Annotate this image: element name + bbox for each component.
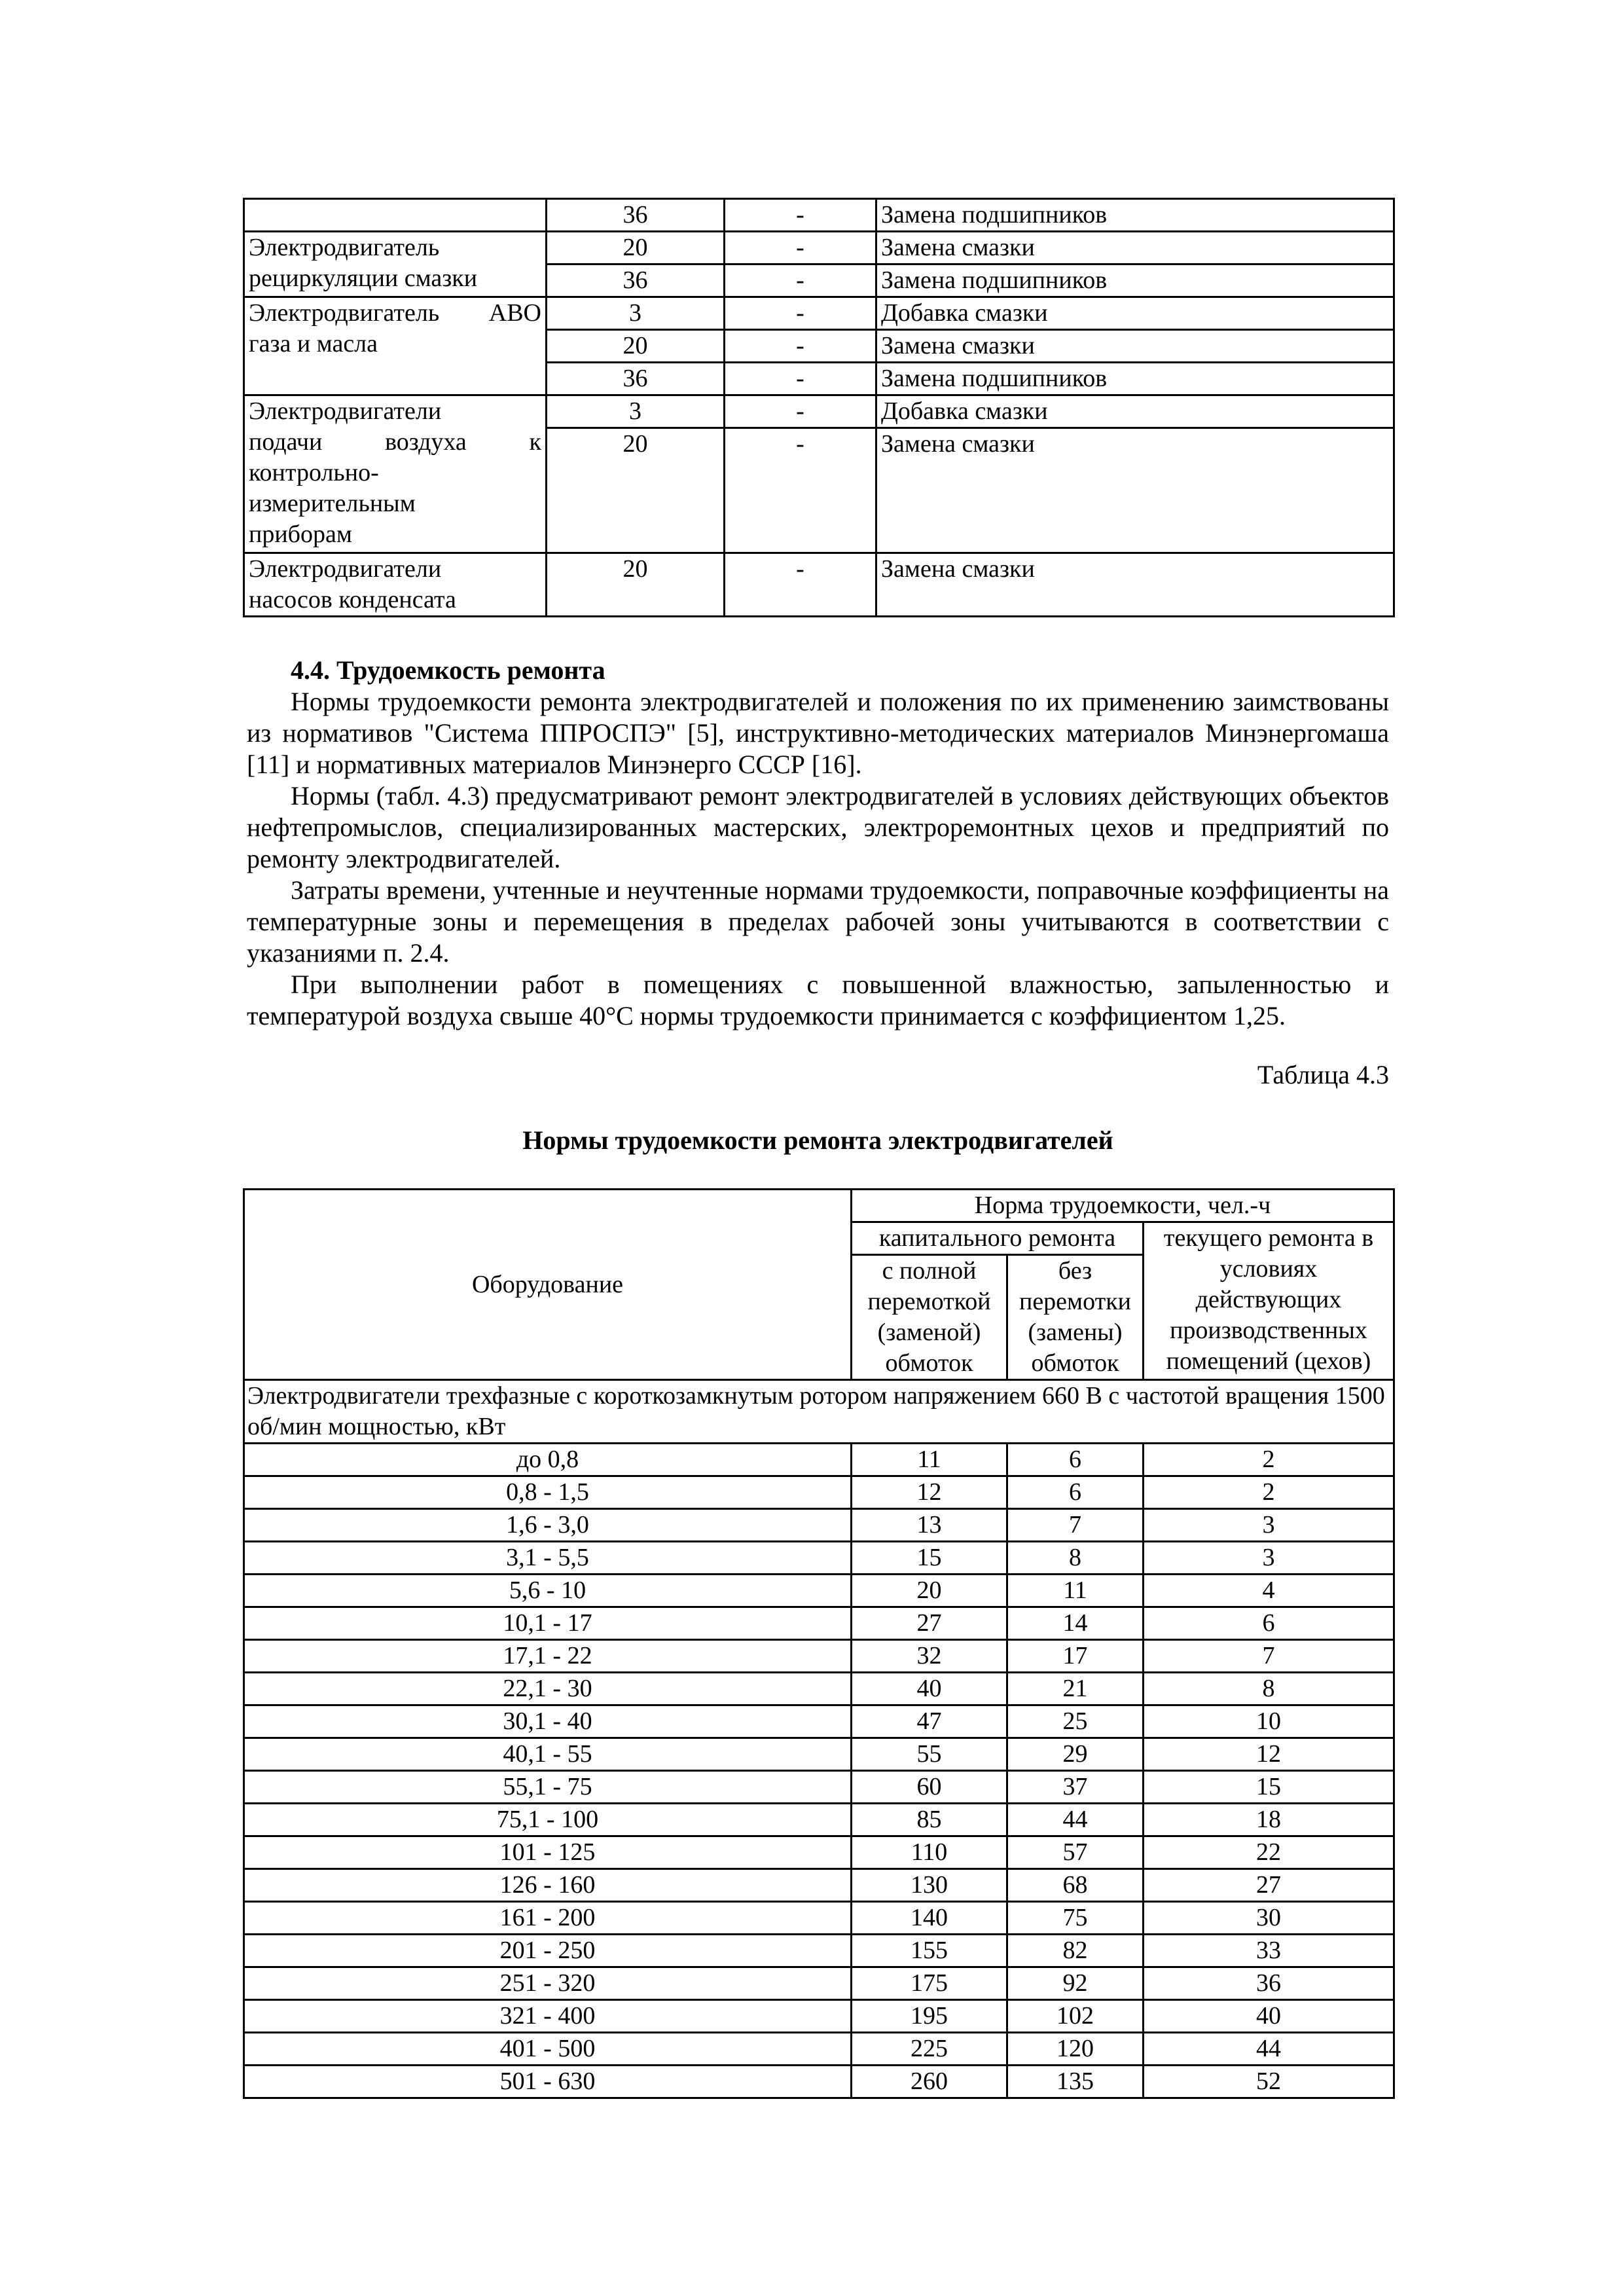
no-rewind-cell: 44 xyxy=(1007,1804,1144,1836)
equipment-line: приборам xyxy=(249,520,352,548)
power-cell: 30,1 - 40 xyxy=(244,1705,852,1738)
no-rewind-cell: 92 xyxy=(1007,1967,1144,2000)
table-row xyxy=(244,1640,1394,1673)
current-repair-cell: 15 xyxy=(1144,1771,1394,1804)
power-cell: 161 - 200 xyxy=(244,1902,852,1935)
full-rewind-cell: 15 xyxy=(852,1542,1007,1575)
current-repair-cell: 44 xyxy=(1144,2033,1394,2066)
full-rewind-cell: 13 xyxy=(852,1509,1007,1542)
header-line: (замены) xyxy=(1028,1319,1123,1346)
table-row xyxy=(244,2066,1394,2098)
period-cell: 3 xyxy=(547,297,725,330)
power-cell: 251 - 320 xyxy=(244,1967,852,2000)
current-repair-cell: 4 xyxy=(1144,1575,1394,1607)
current-repair-cell: 30 xyxy=(1144,1902,1394,1935)
header-full-rewind xyxy=(852,1255,1007,1380)
equipment-line: Электродвигатели xyxy=(249,397,442,425)
dash-cell: - xyxy=(725,232,876,264)
table-label: Таблица 4.3 xyxy=(1257,1060,1389,1089)
table-row xyxy=(244,1935,1394,1967)
no-rewind-cell: 102 xyxy=(1007,2000,1144,2033)
table-row xyxy=(244,1738,1394,1771)
no-rewind-cell: 17 xyxy=(1007,1640,1144,1673)
table-row xyxy=(244,1575,1394,1607)
paragraph: Нормы (табл. 4.3) предусматривают ремонт электродвигателей в условиях действующих объектов нефтепромыслов, специализированных мастерских, электроремонтных цехов и предприятий по ремонту электродвигателей. xyxy=(247,781,1389,873)
no-rewind-cell: 7 xyxy=(1007,1509,1144,1542)
full-rewind-cell: 110 xyxy=(852,1836,1007,1869)
full-rewind-cell: 225 xyxy=(852,2033,1007,2066)
equipment-line: Электродвигатель xyxy=(249,234,440,261)
power-cell: 10,1 - 17 xyxy=(244,1607,852,1640)
dash-cell: - xyxy=(725,363,876,395)
equipment-cell xyxy=(244,297,547,395)
current-repair-cell: 18 xyxy=(1144,1804,1394,1836)
group-title: Электродвигатели трехфазные с короткозамкнутым ротором напряжением 660 В с частотой вращения 1500 об/мин мощностью, кВт xyxy=(244,1380,1394,1444)
current-repair-cell: 2 xyxy=(1144,1444,1394,1476)
header-no-rewind xyxy=(1007,1255,1144,1380)
current-repair-cell: 40 xyxy=(1144,2000,1394,2033)
equipment-cell xyxy=(244,199,547,232)
data-rows xyxy=(244,1444,1394,2098)
no-rewind-cell: 75 xyxy=(1007,1902,1144,1935)
equipment-line: контрольно- xyxy=(249,459,379,486)
full-rewind-cell: 140 xyxy=(852,1902,1007,1935)
dash-cell: - xyxy=(725,395,876,428)
power-cell: 321 - 400 xyxy=(244,2000,852,2033)
equipment-cell xyxy=(244,232,547,297)
no-rewind-cell: 120 xyxy=(1007,2033,1144,2066)
dash-cell: - xyxy=(725,428,876,553)
dash-cell: - xyxy=(725,330,876,363)
header-line: (заменой) xyxy=(877,1319,981,1346)
header-line: обмоток xyxy=(885,1349,973,1377)
equipment-line: измерительным xyxy=(249,490,416,517)
header-line: производственных xyxy=(1170,1317,1367,1344)
current-repair-cell: 6 xyxy=(1144,1607,1394,1640)
table-row xyxy=(244,1771,1394,1804)
dash-cell: - xyxy=(725,264,876,297)
labor-norms-table xyxy=(243,1188,1395,2099)
work-cell: Добавка смазки xyxy=(876,395,1394,428)
header-line: перемотки xyxy=(1019,1288,1132,1315)
header-equipment: Оборудование xyxy=(244,1190,852,1380)
header-line: помещений (цехов) xyxy=(1166,1347,1371,1375)
no-rewind-cell: 6 xyxy=(1007,1476,1144,1509)
work-cell: Замена смазки xyxy=(876,428,1394,553)
table-row xyxy=(244,1476,1394,1509)
power-cell: 5,6 - 10 xyxy=(244,1575,852,1607)
work-cell: Замена подшипников xyxy=(876,264,1394,297)
no-rewind-cell: 68 xyxy=(1007,1869,1144,1902)
work-cell: Замена смазки xyxy=(876,232,1394,264)
header-line: условиях xyxy=(1219,1255,1318,1283)
table-title: Нормы трудоемкости ремонта электродвигателей xyxy=(522,1125,1113,1155)
current-repair-cell: 22 xyxy=(1144,1836,1394,1869)
header-line: текущего ремонта в xyxy=(1163,1224,1374,1252)
current-repair-cell: 10 xyxy=(1144,1705,1394,1738)
power-cell: 55,1 - 75 xyxy=(244,1771,852,1804)
table-row xyxy=(244,1967,1394,2000)
no-rewind-cell: 57 xyxy=(1007,1836,1144,1869)
period-cell: 36 xyxy=(547,363,725,395)
current-repair-cell: 7 xyxy=(1144,1640,1394,1673)
table-row xyxy=(244,1869,1394,1902)
period-cell: 3 xyxy=(547,395,725,428)
current-repair-cell: 33 xyxy=(1144,1935,1394,1967)
no-rewind-cell: 37 xyxy=(1007,1771,1144,1804)
power-cell: 75,1 - 100 xyxy=(244,1804,852,1836)
header-norm: Норма трудоемкости, чел.-ч xyxy=(852,1190,1394,1222)
full-rewind-cell: 155 xyxy=(852,1935,1007,1967)
table-row xyxy=(244,232,1394,264)
power-cell: 0,8 - 1,5 xyxy=(244,1476,852,1509)
full-rewind-cell: 195 xyxy=(852,2000,1007,2033)
no-rewind-cell: 6 xyxy=(1007,1444,1144,1476)
no-rewind-cell: 135 xyxy=(1007,2066,1144,2098)
power-cell: 22,1 - 30 xyxy=(244,1673,852,1705)
period-cell: 20 xyxy=(547,330,725,363)
current-repair-cell: 12 xyxy=(1144,1738,1394,1771)
header-line: действующих xyxy=(1195,1286,1342,1313)
current-repair-cell: 3 xyxy=(1144,1542,1394,1575)
equipment-line: Электродвигатели xyxy=(249,555,442,583)
full-rewind-cell: 130 xyxy=(852,1869,1007,1902)
power-cell: 3,1 - 5,5 xyxy=(244,1542,852,1575)
equipment-line: рециркуляции смазки xyxy=(249,264,478,292)
power-cell: 126 - 160 xyxy=(244,1869,852,1902)
header-line: обмоток xyxy=(1031,1349,1119,1377)
header-line: без xyxy=(1058,1257,1092,1285)
power-cell: 17,1 - 22 xyxy=(244,1640,852,1673)
equipment-cell xyxy=(244,553,547,617)
no-rewind-cell: 11 xyxy=(1007,1575,1144,1607)
table-row xyxy=(244,395,1394,428)
period-cell: 20 xyxy=(547,232,725,264)
equipment-line: Электродвигатель АВО xyxy=(249,299,541,327)
period-cell: 20 xyxy=(547,428,725,553)
dash-cell: - xyxy=(725,553,876,617)
paragraph: При выполнении работ в помещениях с повышенной влажностью, запыленностью и температурой воздуха свыше 40°С нормы трудоемкости принимается с коэффициентом 1,25. xyxy=(247,970,1389,1030)
current-repair-cell: 36 xyxy=(1144,1967,1394,2000)
header-line: перемоткой xyxy=(867,1288,991,1315)
power-cell: 101 - 125 xyxy=(244,1836,852,1869)
period-cell: 36 xyxy=(547,199,725,232)
full-rewind-cell: 55 xyxy=(852,1738,1007,1771)
full-rewind-cell: 11 xyxy=(852,1444,1007,1476)
full-rewind-cell: 60 xyxy=(852,1771,1007,1804)
header-row xyxy=(244,1190,1394,1222)
period-cell: 36 xyxy=(547,264,725,297)
current-repair-cell: 27 xyxy=(1144,1869,1394,1902)
section-heading: 4.4. Трудоемкость ремонта xyxy=(291,655,605,685)
full-rewind-cell: 27 xyxy=(852,1607,1007,1640)
section-repair-labor xyxy=(247,655,1389,1032)
current-repair-cell: 3 xyxy=(1144,1509,1394,1542)
power-cell: 201 - 250 xyxy=(244,1935,852,1967)
table-row xyxy=(244,1804,1394,1836)
power-cell: до 0,8 xyxy=(244,1444,852,1476)
equipment-line: газа и масла xyxy=(249,330,378,357)
power-cell: 501 - 630 xyxy=(244,2066,852,2098)
header-current xyxy=(1144,1222,1394,1380)
table-row xyxy=(244,1509,1394,1542)
no-rewind-cell: 82 xyxy=(1007,1935,1144,1967)
table-row xyxy=(244,297,1394,330)
full-rewind-cell: 175 xyxy=(852,1967,1007,2000)
work-cell: Замена подшипников xyxy=(876,363,1394,395)
table-row xyxy=(244,1705,1394,1738)
equipment-cell xyxy=(244,395,547,553)
header-capital: капитального ремонта xyxy=(852,1222,1144,1255)
no-rewind-cell: 25 xyxy=(1007,1705,1144,1738)
paragraph: Затраты времени, учтенные и неучтенные нормами трудоемкости, поправочные коэффициенты на температурные зоны и перемещения в пределах рабочей зоны учитываются в соответствии с указаниями п. 2.4. xyxy=(247,875,1389,968)
full-rewind-cell: 20 xyxy=(852,1575,1007,1607)
full-rewind-cell: 85 xyxy=(852,1804,1007,1836)
no-rewind-cell: 8 xyxy=(1007,1542,1144,1575)
table-row xyxy=(244,553,1394,617)
full-rewind-cell: 32 xyxy=(852,1640,1007,1673)
table-row xyxy=(244,1542,1394,1575)
work-cell: Замена смазки xyxy=(876,553,1394,617)
current-repair-cell: 52 xyxy=(1144,2066,1394,2098)
table-row xyxy=(244,1607,1394,1640)
header-line: с полной xyxy=(882,1257,977,1285)
lubrication-table xyxy=(243,198,1395,617)
dash-cell: - xyxy=(725,297,876,330)
power-cell: 1,6 - 3,0 xyxy=(244,1509,852,1542)
group-row xyxy=(244,1380,1394,1444)
table-row xyxy=(244,199,1394,232)
current-repair-cell: 2 xyxy=(1144,1476,1394,1509)
table-row xyxy=(244,2000,1394,2033)
equipment-line: насосов конденсата xyxy=(249,586,456,613)
paragraph: Нормы трудоемкости ремонта электродвигателей и положения по их применению заимствованы из нормативов "Система ППРОСПЭ" [5], инструктивно-методических материалов Минэнергомаша [11] и нормативных материалов Минэнерго СССР [16]. xyxy=(247,687,1389,779)
table-row xyxy=(244,1902,1394,1935)
full-rewind-cell: 12 xyxy=(852,1476,1007,1509)
power-cell: 40,1 - 55 xyxy=(244,1738,852,1771)
table-row xyxy=(244,1836,1394,1869)
dash-cell: - xyxy=(725,199,876,232)
table-row xyxy=(244,1444,1394,1476)
power-cell: 401 - 500 xyxy=(244,2033,852,2066)
period-cell: 20 xyxy=(547,553,725,617)
work-cell: Добавка смазки xyxy=(876,297,1394,330)
no-rewind-cell: 29 xyxy=(1007,1738,1144,1771)
full-rewind-cell: 40 xyxy=(852,1673,1007,1705)
work-cell: Замена подшипников xyxy=(876,199,1394,232)
full-rewind-cell: 260 xyxy=(852,2066,1007,2098)
current-repair-cell: 8 xyxy=(1144,1673,1394,1705)
no-rewind-cell: 14 xyxy=(1007,1607,1144,1640)
no-rewind-cell: 21 xyxy=(1007,1673,1144,1705)
work-cell: Замена смазки xyxy=(876,330,1394,363)
full-rewind-cell: 47 xyxy=(852,1705,1007,1738)
table-row xyxy=(244,1673,1394,1705)
equipment-line: подачи воздуха к xyxy=(249,428,541,456)
table-row xyxy=(244,2033,1394,2066)
